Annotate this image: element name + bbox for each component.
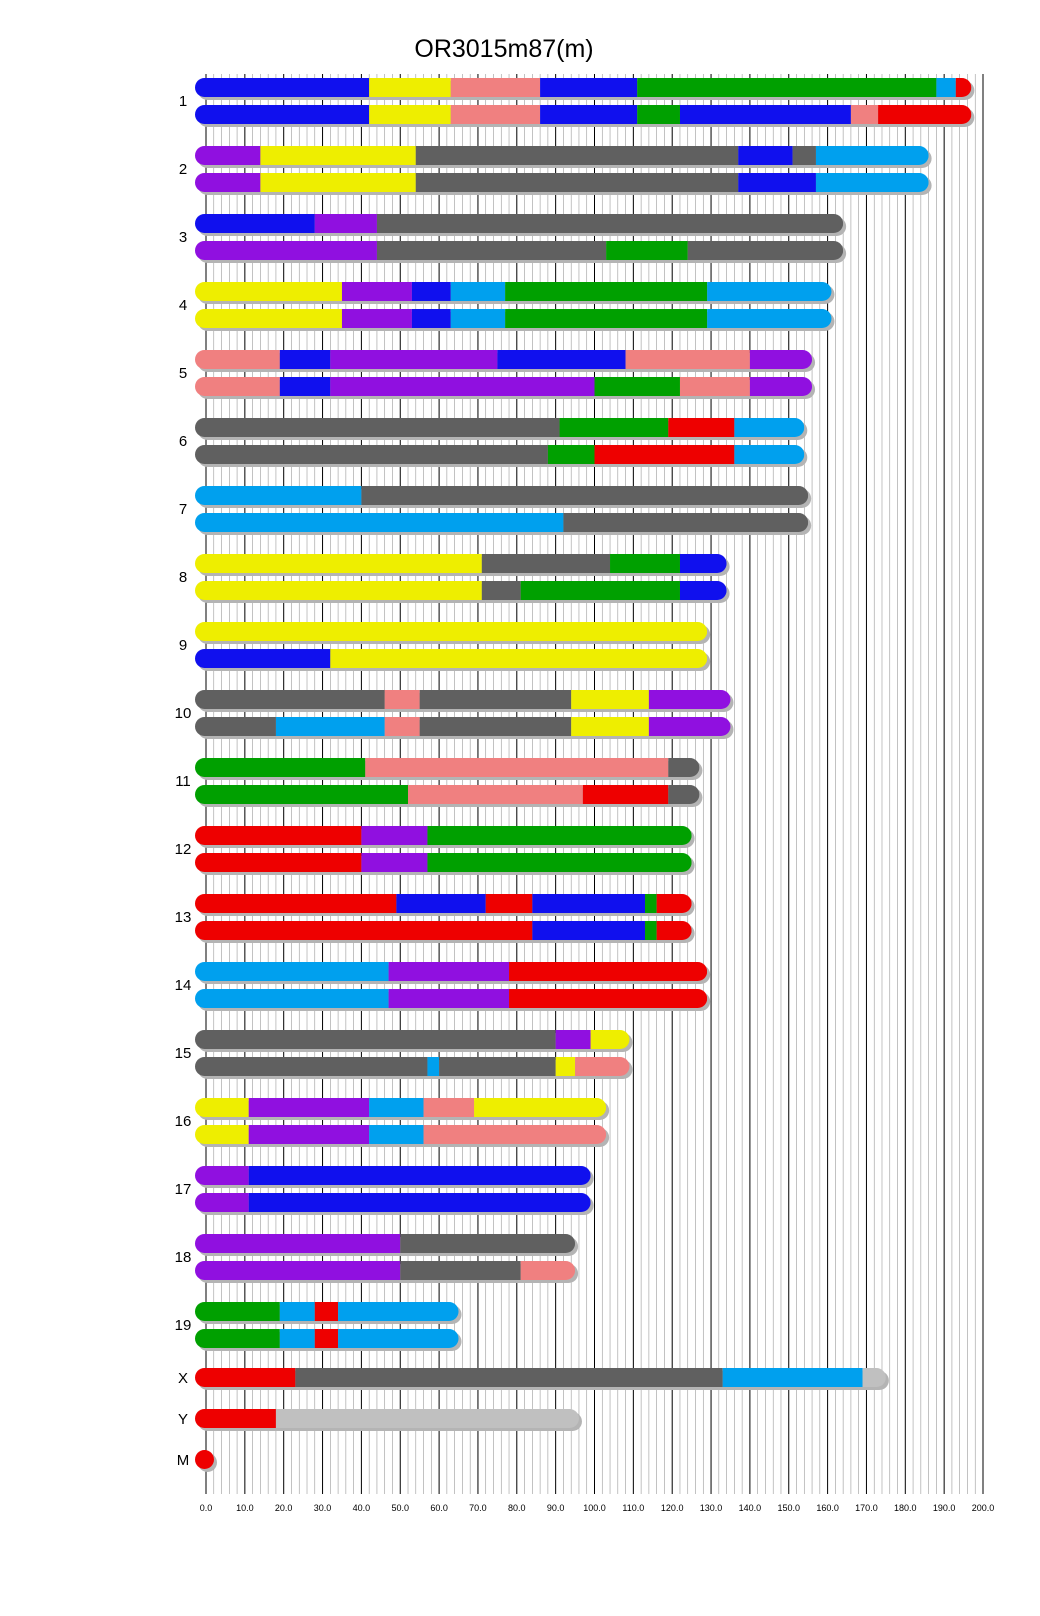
segment-green <box>548 445 595 464</box>
x-tick-label: 50.0 <box>391 1503 410 1513</box>
segment-purple <box>342 309 412 328</box>
chromosome-19-haplotype-1 <box>195 1302 462 1324</box>
segment-green <box>521 581 680 600</box>
chromosome-label: 19 <box>174 1317 192 1334</box>
chromosome-label: 6 <box>178 433 188 450</box>
chromosome-9-haplotype-1 <box>195 622 710 644</box>
segment-gray <box>482 554 610 573</box>
segment-yellow <box>195 1125 249 1144</box>
segment-blue <box>738 173 816 192</box>
segment-skyblue <box>427 1057 439 1076</box>
segment-skyblue <box>816 146 929 165</box>
segment-yellow <box>571 690 649 709</box>
segment-purple <box>195 1166 249 1185</box>
x-tick-label: 140.0 <box>738 1503 762 1513</box>
chromosome-label: 17 <box>174 1181 192 1198</box>
segment-purple <box>330 350 497 369</box>
x-tick-label: 130.0 <box>699 1503 723 1513</box>
x-tick-label: 0.0 <box>199 1503 213 1513</box>
segment-blue <box>195 649 330 668</box>
segment-gray <box>195 1057 427 1076</box>
chromosome-label: 4 <box>178 297 188 314</box>
segment-gray <box>416 146 738 165</box>
chromosome-19-haplotype-2 <box>195 1329 462 1351</box>
segment-green <box>595 377 680 396</box>
segment-blue <box>412 309 451 328</box>
segment-blue <box>195 78 369 97</box>
segment-red <box>595 445 735 464</box>
segment-gray <box>668 785 699 804</box>
segment-gray <box>416 173 738 192</box>
segment-blue <box>396 894 485 913</box>
segment-gray <box>195 690 385 709</box>
segment-blue <box>280 350 331 369</box>
segment-red <box>195 853 361 872</box>
segment-gray <box>688 241 843 260</box>
segment-skyblue <box>195 513 563 532</box>
chromosome-2-haplotype-2 <box>195 173 932 195</box>
x-tick-label: 10.0 <box>236 1503 254 1513</box>
chromosome-label: 15 <box>174 1045 192 1062</box>
chromosome-label: 13 <box>174 909 192 926</box>
chromosome-1-haplotype-2 <box>195 105 974 127</box>
chromosome-12-haplotype-1 <box>195 826 695 848</box>
segment-green <box>560 418 669 437</box>
chromosome-15-haplotype-2 <box>195 1057 632 1079</box>
segment-pink <box>626 350 750 369</box>
x-tick-label: 150.0 <box>777 1503 801 1513</box>
segment-gray <box>195 418 560 437</box>
segment-skyblue <box>195 989 389 1008</box>
segment-red <box>195 894 396 913</box>
x-tick-label: 190.0 <box>932 1503 956 1513</box>
segment-skyblue <box>195 486 361 505</box>
chromosome-labels <box>175 93 192 1469</box>
chromosome-9-haplotype-2 <box>195 649 710 671</box>
chromosome-3-haplotype-2 <box>195 241 846 263</box>
segment-pink <box>195 350 280 369</box>
chromosome-8-haplotype-2 <box>195 581 730 603</box>
chromosome-2-haplotype-1 <box>195 146 932 168</box>
segment-blue <box>497 350 625 369</box>
chromosome-label: M <box>176 1452 190 1469</box>
chromosome-14-haplotype-1 <box>195 962 710 984</box>
chromosome-label: 14 <box>174 977 192 994</box>
chromosome-label: 18 <box>174 1249 192 1266</box>
x-tick-label: 70.0 <box>469 1503 487 1513</box>
segment-pink <box>195 377 280 396</box>
segment-red <box>195 1368 295 1387</box>
chromosome-bars <box>195 78 974 1472</box>
segment-gray <box>439 1057 556 1076</box>
segment-green <box>505 282 707 301</box>
chromosome-label: 1 <box>178 93 188 110</box>
chromosome-6-haplotype-2 <box>195 445 807 467</box>
chromosome-label: 10 <box>174 705 192 722</box>
segment-red <box>878 105 971 124</box>
segment-blue <box>540 78 637 97</box>
segment-red <box>509 962 707 981</box>
segment-purple <box>195 146 260 165</box>
segment-blue <box>680 581 727 600</box>
segment-blue <box>195 105 369 124</box>
segment-purple <box>389 989 509 1008</box>
x-axis-ticks <box>200 1503 995 1513</box>
chromosome-label: 11 <box>175 773 191 790</box>
chromosome-4-haplotype-2 <box>195 309 834 331</box>
segment-skyblue <box>707 309 831 328</box>
x-tick-label: 120.0 <box>660 1503 684 1513</box>
chromosome-label: 7 <box>178 501 188 518</box>
segment-blue <box>195 214 315 233</box>
chromosome-label: 3 <box>178 229 188 246</box>
x-tick-label: 200.0 <box>971 1503 995 1513</box>
chromosome-label: 5 <box>178 365 188 382</box>
segment-gray <box>420 717 572 736</box>
chromosome-X <box>195 1368 889 1390</box>
segment-green <box>606 241 688 260</box>
chromosome-8-haplotype-1 <box>195 554 730 576</box>
x-tick-label: 90.0 <box>546 1503 565 1513</box>
segment-skyblue <box>280 1302 315 1321</box>
segment-yellow <box>591 1030 630 1049</box>
segment-purple <box>249 1125 369 1144</box>
segment-red <box>315 1329 338 1348</box>
segment-red <box>668 418 734 437</box>
segment-pink <box>408 785 583 804</box>
x-tick-label: 20.0 <box>274 1503 293 1513</box>
segment-pink <box>451 105 540 124</box>
segment-blue <box>540 105 637 124</box>
chromosome-label: 8 <box>178 569 188 586</box>
segment-yellow <box>195 282 342 301</box>
segment-red <box>195 921 532 940</box>
segment-gray <box>563 513 808 532</box>
chromosome-5-haplotype-2 <box>195 377 815 399</box>
segment-pink <box>521 1261 575 1280</box>
segment-gray <box>400 1234 575 1253</box>
x-tick-label: 110.0 <box>622 1503 645 1513</box>
chromosome-17-haplotype-2 <box>195 1193 594 1215</box>
segment-skyblue <box>734 418 804 437</box>
chromosome-label: 12 <box>174 841 192 858</box>
x-tick-label: 170.0 <box>855 1503 878 1513</box>
chromosome-12-haplotype-2 <box>195 853 695 875</box>
segment-gray <box>361 486 808 505</box>
segment-blue <box>738 146 792 165</box>
segment-skyblue <box>369 1098 423 1117</box>
segment-purple <box>750 377 812 396</box>
chromosome-13-haplotype-2 <box>195 921 695 943</box>
segment-yellow <box>369 78 451 97</box>
segment-purple <box>361 853 427 872</box>
segment-red <box>195 1450 214 1469</box>
segment-purple <box>195 241 377 260</box>
segment-gray <box>377 214 843 233</box>
segment-yellow <box>260 146 415 165</box>
segment-blue <box>680 554 727 573</box>
segment-skyblue <box>338 1302 458 1321</box>
x-tick-label: 80.0 <box>508 1503 526 1513</box>
segment-yellow <box>195 581 482 600</box>
segment-blue <box>249 1166 591 1185</box>
segment-gray <box>195 1030 556 1049</box>
chromosome-5-haplotype-1 <box>195 350 815 372</box>
chromosome-18-haplotype-1 <box>195 1234 578 1256</box>
segment-pink <box>451 78 540 97</box>
chromosome-7-haplotype-1 <box>195 486 811 508</box>
segment-yellow <box>330 649 707 668</box>
segment-gray <box>668 758 699 777</box>
segment-yellow <box>260 173 415 192</box>
segment-gray <box>420 690 572 709</box>
segment-skyblue <box>816 173 929 192</box>
segment-red <box>195 826 361 845</box>
segment-green <box>637 105 680 124</box>
segment-purple <box>649 690 731 709</box>
segment-skyblue <box>338 1329 458 1348</box>
x-tick-label: 30.0 <box>313 1503 332 1513</box>
x-tick-label: 160.0 <box>816 1503 839 1513</box>
segment-pink <box>424 1098 475 1117</box>
chromosome-label: 9 <box>178 637 188 654</box>
segment-blue <box>249 1193 591 1212</box>
segment-skyblue <box>734 445 804 464</box>
chromosome-Y <box>195 1409 582 1431</box>
chromosome-label: Y <box>177 1411 189 1428</box>
chromosome-6-haplotype-1 <box>195 418 807 440</box>
segment-red <box>657 894 692 913</box>
segment-yellow <box>195 309 342 328</box>
segment-gray <box>793 146 816 165</box>
segment-blue <box>532 894 645 913</box>
segment-yellow <box>571 717 649 736</box>
segment-green <box>645 921 657 940</box>
segment-lightgray <box>863 1368 886 1387</box>
segment-pink <box>575 1057 629 1076</box>
segment-pink <box>385 690 420 709</box>
segment-purple <box>556 1030 591 1049</box>
chromosome-11-haplotype-1 <box>195 758 702 780</box>
segment-yellow <box>195 1098 249 1117</box>
segment-pink <box>851 105 878 124</box>
chromosome-10-haplotype-2 <box>195 717 733 739</box>
segment-purple <box>649 717 731 736</box>
segment-gray <box>377 241 606 260</box>
chromosome-16-haplotype-1 <box>195 1098 609 1120</box>
chromosome-label: 16 <box>174 1113 192 1130</box>
segment-skyblue <box>936 78 955 97</box>
segment-red <box>657 921 692 940</box>
chromosome-11-haplotype-2 <box>195 785 702 807</box>
segment-purple <box>195 1193 249 1212</box>
segment-yellow <box>556 1057 575 1076</box>
segment-skyblue <box>723 1368 863 1387</box>
segment-pink <box>385 717 420 736</box>
segment-red <box>315 1302 338 1321</box>
segment-purple <box>361 826 427 845</box>
chromosome-4-haplotype-1 <box>195 282 834 304</box>
chromosome-7-haplotype-2 <box>195 513 811 535</box>
segment-purple <box>750 350 812 369</box>
chart-title: OR3015m87(m) <box>414 35 594 63</box>
chromosome-18-haplotype-2 <box>195 1261 578 1283</box>
x-tick-label: 100.0 <box>583 1503 606 1513</box>
chromosome-label: 2 <box>178 161 188 178</box>
segment-green <box>195 1329 280 1348</box>
segment-gray <box>482 581 521 600</box>
chromosome-13-haplotype-1 <box>195 894 695 916</box>
segment-purple <box>195 1261 400 1280</box>
segment-pink <box>680 377 750 396</box>
segment-pink <box>424 1125 607 1144</box>
segment-green <box>645 894 657 913</box>
x-tick-label: 40.0 <box>352 1503 371 1513</box>
segment-blue <box>680 105 851 124</box>
segment-green <box>195 758 365 777</box>
segment-skyblue <box>195 962 389 981</box>
segment-green <box>195 785 408 804</box>
x-tick-label: 60.0 <box>430 1503 448 1513</box>
segment-skyblue <box>280 1329 315 1348</box>
chromosome-3-haplotype-1 <box>195 214 846 236</box>
segment-green <box>505 309 707 328</box>
chromosome-17-haplotype-1 <box>195 1166 594 1188</box>
segment-green <box>427 826 691 845</box>
segment-blue <box>280 377 331 396</box>
segment-red <box>195 1409 276 1428</box>
segment-green <box>195 1302 280 1321</box>
segment-skyblue <box>707 282 831 301</box>
segment-purple <box>249 1098 369 1117</box>
segment-red <box>583 785 668 804</box>
segment-purple <box>342 282 412 301</box>
segment-yellow <box>474 1098 606 1117</box>
segment-blue <box>412 282 451 301</box>
segment-purple <box>389 962 509 981</box>
segment-purple <box>330 377 594 396</box>
chromosome-15-haplotype-1 <box>195 1030 632 1052</box>
segment-yellow <box>369 105 451 124</box>
segment-yellow <box>195 554 482 573</box>
segment-purple <box>315 214 377 233</box>
x-tick-label: 180.0 <box>894 1503 917 1513</box>
chromosome-label: X <box>177 1370 189 1387</box>
segment-skyblue <box>451 309 505 328</box>
segment-green <box>637 78 936 97</box>
segment-red <box>509 989 707 1008</box>
segment-gray <box>295 1368 722 1387</box>
segment-pink <box>365 758 668 777</box>
chromosome-14-haplotype-2 <box>195 989 710 1011</box>
segment-yellow <box>195 622 707 641</box>
segment-skyblue <box>276 717 385 736</box>
segment-blue <box>532 921 645 940</box>
segment-gray <box>195 717 276 736</box>
chromosome-16-haplotype-2 <box>195 1125 609 1147</box>
segment-green <box>610 554 680 573</box>
segment-skyblue <box>369 1125 423 1144</box>
segment-gray <box>195 445 548 464</box>
chromosome-10-haplotype-1 <box>195 690 733 712</box>
segment-purple <box>195 1234 400 1253</box>
segment-purple <box>195 173 260 192</box>
segment-skyblue <box>451 282 505 301</box>
segment-gray <box>400 1261 520 1280</box>
segment-green <box>427 853 691 872</box>
chromosome-1-haplotype-1 <box>195 78 974 100</box>
segment-lightgray <box>276 1409 579 1428</box>
segment-red <box>486 894 533 913</box>
